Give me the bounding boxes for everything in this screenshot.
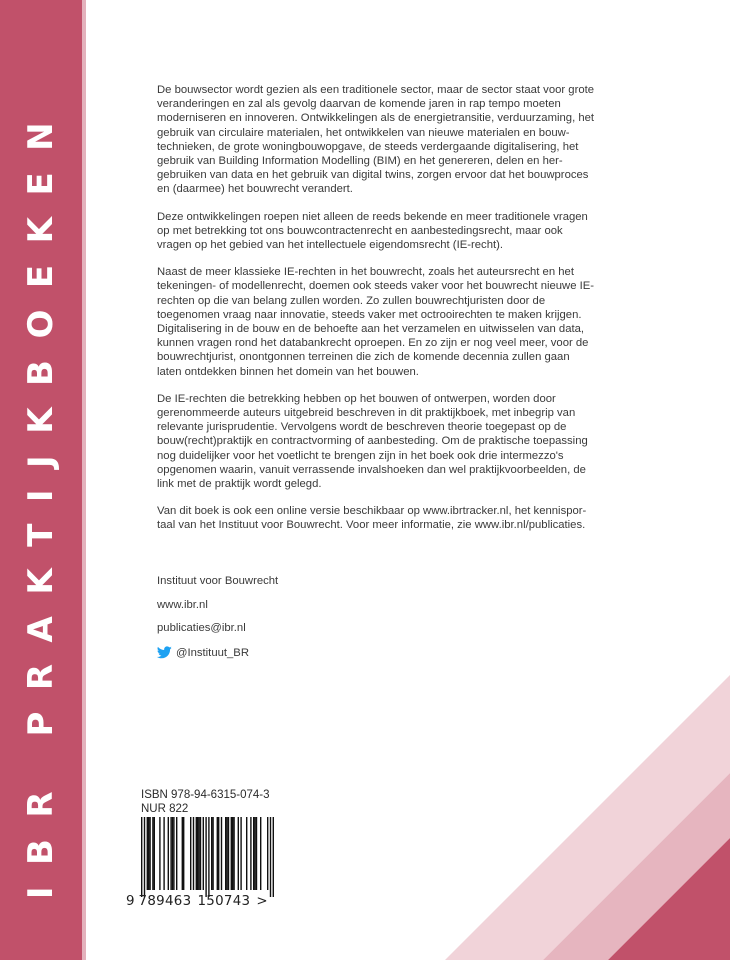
barcode-bar [190, 817, 191, 890]
barcode-bar [205, 817, 206, 897]
stripe-light-inner [543, 773, 730, 960]
barcode-bar [228, 817, 229, 890]
barcode-bar [267, 817, 268, 890]
barcode [141, 817, 286, 897]
stripe-light-outer [445, 675, 730, 960]
barcode-bar [152, 817, 153, 890]
barcode-bar [203, 817, 204, 890]
barcode-bar [208, 817, 209, 897]
barcode-bar [172, 817, 173, 890]
barcode-bar [148, 817, 149, 890]
barcode-bar [176, 817, 177, 890]
barcode-group-2: 150743 [197, 894, 251, 909]
barcode-bar [149, 817, 150, 890]
barcode-digits [126, 894, 296, 909]
contact-block [157, 575, 278, 669]
barcode-bar [256, 817, 257, 890]
barcode-bar [226, 817, 227, 890]
description-paragraph: De IE-rechten die betrekking hebben op het bouwen of ontwerpen, worden door gerenommeerde auteurs uitgebreid beschreven in dit praktijkboek, met inbegrip van relevante jurisprudentie. Vervolgens wordt de beschreven theorie toegepast op de bouw(recht)praktijk en contractvorming of aanbesteding. Om de praktische toepassing nog duidelijker voor het voetlicht te brengen zijn in het boek ook drie intermezzo's opgenomen waarin, vanuit verrassende invalshoeken dan wel praktijkvoorbeelden, de link met de praktijk wordt gelegd. [157, 392, 588, 491]
barcode-bar [173, 817, 174, 890]
barcode-bar [273, 817, 274, 897]
barcode-bar [240, 817, 241, 890]
barcode-lead-digit: 9 [126, 894, 135, 909]
spine-border [82, 0, 86, 960]
twitter-handle: @Instituut_BR [176, 646, 250, 659]
barcode-bar [196, 817, 197, 890]
spine-title: IBR PRAKTIJKBOEKEN [21, 100, 61, 900]
barcode-bar [238, 817, 239, 890]
barcode-bar [254, 817, 255, 890]
barcode-bar [163, 817, 164, 890]
barcode-bar [253, 817, 254, 890]
description-paragraph: Naast de meer klassieke IE-rechten in het bouwrecht, zoals het auteursrecht en het tekeningen- of modellenrecht, doemen ook steeds vaker voor het bouwrecht nieuwe IE-rechten op die van belang zullen worden. Zo zullen bouwrechtjuristen door de toegenomen vraag naar innovatie, steeds vaker met octrooirechten te maken krijgen. Digitalisering in de bouw en de behoefte aan het verzamelen en uitwisselen van data, kunnen vragen rond het databankrecht oproepen. En zo zijn er nog veel meer, voor de bouwrechtjurist, onontgonnen terreinen die zich de komende decennia zullen gaan laten ontdekken binnen het domein van het bouwen. [157, 266, 595, 378]
barcode-bar [183, 817, 184, 890]
barcode-bar [211, 817, 212, 890]
website-link[interactable]: www.ibr.nl [157, 598, 208, 611]
isbn-block [141, 788, 270, 816]
description-paragraph: De bouwsector wordt gezien als een traditionele sector, maar de sector staat voor grote veranderingen en zal als gevolg daarvan de komende jaren in rap tempo moeten moderniseren en innoveren. Ontwikkelingen als de energietransitie, verduurzaming, het gebruik van circulaire materialen, het ontwikkelen van nieuwe materialen en bouw-technieken, de grote woningbouwopgave, de steeds verdergaande digitalisering, het gebruik van Building Information Modelling (BIM) en het genereren, delen en her-gebruiken van data en het gebruik van digital twins, zorgen ervoor dat het bouwproces en (daarmee) het bouwrecht verandert. [157, 84, 595, 196]
back-cover-description [157, 83, 597, 546]
barcode-bar [246, 817, 247, 890]
barcode-bar [231, 817, 232, 890]
barcode-end-marker: > [256, 894, 268, 909]
barcode-bar [260, 817, 261, 890]
barcode-bar [270, 817, 271, 897]
barcode-bar [218, 817, 219, 890]
barcode-bar [233, 817, 234, 890]
barcode-bar [154, 817, 155, 890]
barcode-bar [197, 817, 198, 890]
isbn-number: ISBN 978-94-6315-074-3 [141, 789, 270, 801]
nur-code: NUR 822 [141, 803, 189, 815]
barcode-bar [170, 817, 171, 890]
barcode-bar [217, 817, 218, 890]
barcode-bar [200, 817, 201, 890]
description-paragraph: Van dit boek is ook een online versie beschikbaar op www.ibrtracker.nl, het kennispor-taal van het Instituut voor Bouwrecht. Voor meer informatie, zie www.ibr.nl/publicaties. [157, 505, 587, 532]
barcode-bar [232, 817, 233, 890]
organization-name: Instituut voor Bouwrecht [157, 575, 279, 587]
barcode-bar [144, 817, 145, 897]
barcode-bar [193, 817, 194, 890]
email-link[interactable]: publicaties@ibr.nl [157, 622, 246, 634]
barcode-bar [147, 817, 148, 890]
barcode-bar [182, 817, 183, 890]
barcode-bar [159, 817, 160, 890]
barcode-bar [212, 817, 213, 890]
barcode-bar [250, 817, 251, 890]
barcode-bar [198, 817, 199, 890]
barcode-bar [221, 817, 222, 890]
barcode-bar [225, 817, 226, 890]
stripe-dark-corner [608, 838, 730, 960]
description-paragraph: Deze ontwikkelingen roepen niet alleen de reeds bekende en meer traditionele vragen op met betrekking tot ons bouwcontractenrecht en aanbestedingsrecht, maar ook vragen op het gebied van het intellectuele eigendomsrecht (IE-recht). [157, 210, 588, 252]
barcode-bar [168, 817, 169, 890]
barcode-bar [141, 817, 142, 897]
twitter-bird-icon [157, 646, 172, 659]
twitter-handle-row[interactable] [157, 646, 249, 660]
barcode-group-1: 789463 [138, 894, 192, 909]
